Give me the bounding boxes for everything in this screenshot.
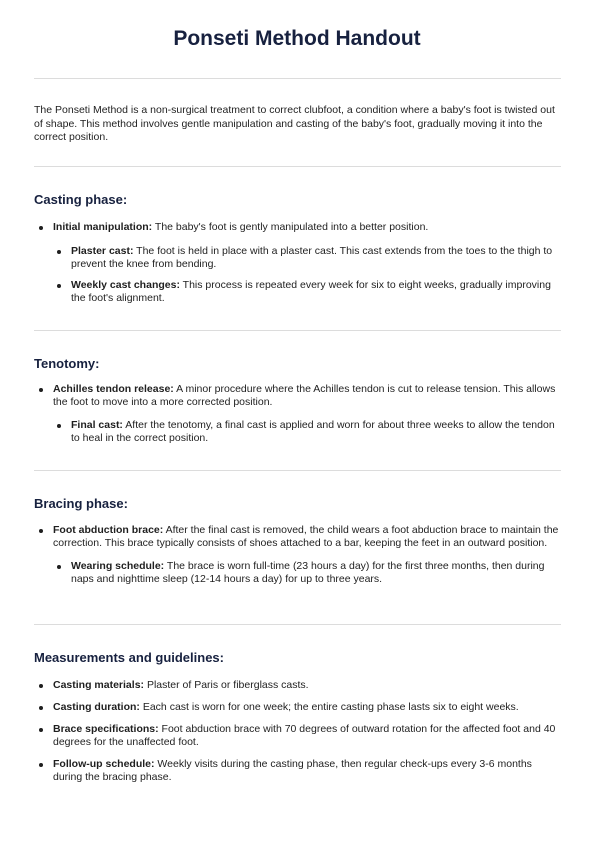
item-label: Plaster cast: (71, 245, 134, 257)
item-label: Brace specifications: (53, 723, 159, 735)
item-label: Follow-up schedule: (53, 758, 155, 770)
item-label: Foot abduction brace: (53, 524, 164, 536)
bracing-list (34, 524, 561, 586)
item-text: The baby's foot is gently manipulated into a better position. (152, 221, 429, 233)
divider (34, 330, 561, 331)
divider (34, 78, 561, 79)
item-text: Each cast is worn for one week; the entire casting phase lasts six to eight weeks. (139, 701, 519, 713)
item-text: The brace is worn full-time (23 hours a day) for the first three months, then during naps and nighttime sleep (12-14 hours a day) for up to three years. (71, 560, 545, 585)
divider (34, 624, 561, 625)
list-item (34, 419, 561, 445)
divider (34, 470, 561, 471)
item-label: Final cast: (71, 419, 123, 431)
list-item (34, 524, 561, 550)
measurements-list (34, 679, 561, 784)
list-item (34, 758, 561, 784)
tenotomy-list (34, 383, 561, 445)
item-label: Weekly cast changes: (71, 279, 180, 291)
list-item (34, 245, 561, 271)
section-casting-phase (34, 192, 561, 305)
item-text: The foot is held in place with a plaster cast. This cast extends from the toes to the thigh to prevent the knee from bending. (71, 245, 553, 270)
page-title: Ponseti Method Handout (173, 27, 421, 50)
item-text: Weekly visits during the casting phase, then regular check-ups every 3-6 months during the bracing phase. (53, 758, 532, 783)
item-text: Plaster of Paris or fiberglass casts. (144, 679, 309, 691)
item-text: After the tenotomy, a final cast is applied and worn for about three weeks to allow the tendon to heal in the correct position. (71, 419, 555, 444)
section-heading: Casting phase: (34, 192, 128, 207)
list-item (34, 279, 561, 305)
item-text: After the final cast is removed, the child wears a foot abduction brace to maintain the correction. This brace typically consists of shoes attached to a bar, keeping the feet in an outward position. (53, 524, 559, 549)
section-measurements-guidelines (34, 650, 561, 784)
item-label: Achilles tendon release: (53, 383, 174, 395)
list-item (34, 560, 561, 586)
item-text: A minor procedure where the Achilles tendon is cut to release tension. This allows the foot to move into a more corrected position. (53, 383, 556, 408)
item-label: Initial manipulation: (53, 221, 153, 233)
list-item (34, 701, 561, 714)
list-item (34, 383, 561, 409)
section-tenotomy (34, 356, 561, 445)
item-label: Wearing schedule: (71, 560, 165, 572)
list-item (34, 221, 561, 234)
list-item (34, 723, 561, 749)
item-label: Casting duration: (53, 701, 140, 713)
item-text: This process is repeated every week for six to eight weeks, gradually improving the foot's alignment. (71, 279, 551, 304)
section-heading: Bracing phase: (34, 496, 128, 511)
divider (34, 166, 561, 167)
item-label: Casting materials: (53, 679, 145, 691)
section-bracing-phase (34, 496, 561, 586)
section-heading: Measurements and guidelines: (34, 650, 224, 665)
list-item (34, 679, 561, 692)
item-text: Foot abduction brace with 70 degrees of outward rotation for the affected foot and 40 degrees for the unaffected foot. (53, 723, 556, 748)
casting-list (34, 221, 561, 305)
section-heading: Tenotomy: (34, 356, 100, 371)
intro-paragraph: The Ponseti Method is a non-surgical treatment to correct clubfoot, a condition where a baby's foot is twisted out of shape. This method involves gentle manipulation and casting of the baby's foot, gradually moving it into the correct position. (34, 104, 555, 143)
